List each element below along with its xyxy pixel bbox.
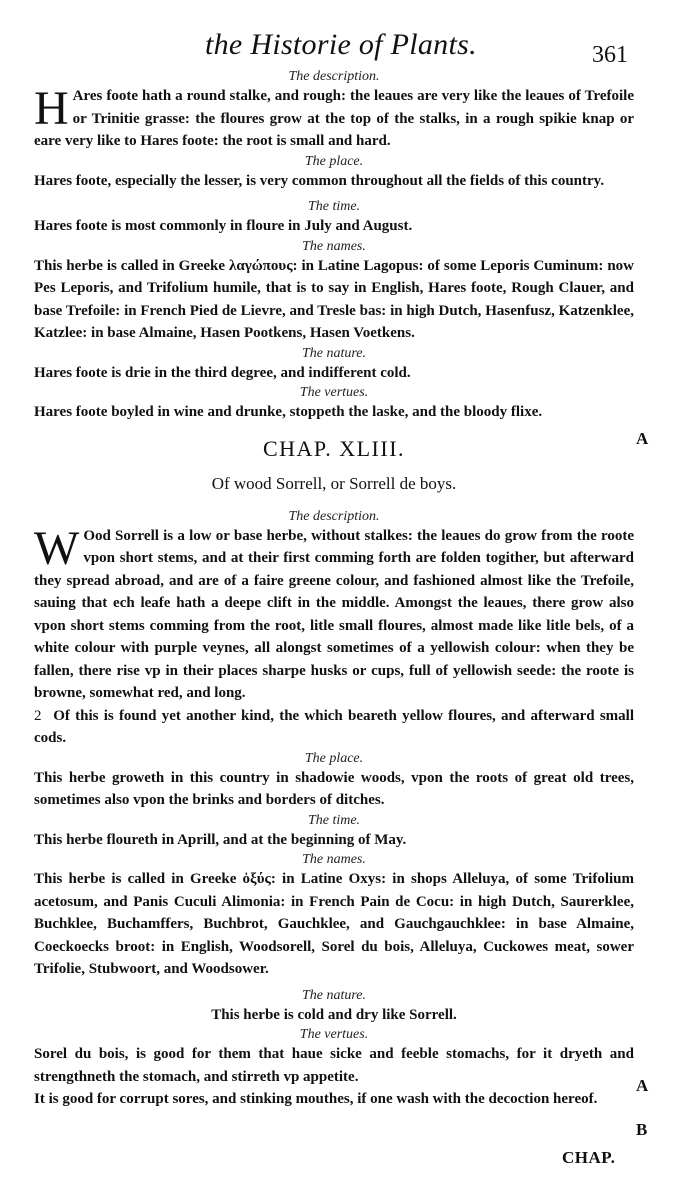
section-heading-vertues: The vertues. <box>299 385 369 400</box>
description-text: Ares foote hath a round stalke, and rough: the leaues are very like the leaues of Trefoile or Trinitie grasse: the floures grow at the top of the stalks, in a rough spikie knap or eare very like to Hares foote: the root is small and hard. <box>34 88 634 149</box>
description-text: Ood Sorrell is a low or base herbe, without stalkes: the leaues do grow from the roote vpon short stems, and at their first comming forth are folden togither, but afterward they spread abroad, and are of a faire greene colour, and fashioned almost like the Trefoile, sauing that ech leafe hath a deepe clift in the middle. Amongst the leaues, there grow also vpon short stems comming from the root, litle small floures, almost made like litle bels, of a white colour with purple veynes, all alongst sometimes of a yellowish colour: when they be fallen, there rise vp in their places sharpe husks or cups, full of yellowish seede: the roote is browne, somewhat red, and long. <box>34 527 634 701</box>
margin-letter-a: A <box>636 1076 649 1095</box>
chapter-title: CHAP. XLIII. <box>262 435 406 461</box>
section-heading-time: The time. <box>307 812 361 828</box>
nature-text: This herbe is cold and dry like Sorrell. <box>211 1006 457 1023</box>
drop-cap: W <box>34 521 80 575</box>
catchword: CHAP. <box>562 1148 616 1167</box>
names-text: This herbe is called in Greeke λαγώπους: in Latine Lagopus: of some Leporis Cuminum: now Pes Leporis, and Trifolium humile, that is to say in English, Hares foote, Rough Clauer, and base Trefoile: in French Pied de Lievre, and Tresle bas: in high Dutch, Hasenfusz, Katzenklee, Katzlee: in base Almaine, Hasen Pootkens, Hasen Voetkens. <box>34 257 634 341</box>
page-number: 361 <box>592 42 628 68</box>
section-heading-place: The place. <box>304 153 364 169</box>
vertues-text: Sorel du bois, is good for them that haue sicke and feeble stomachs, for it dryeth and strengthneth the stomach, and stirreth vp appetite. <box>34 1046 634 1085</box>
section-heading-description: The description. <box>288 69 380 84</box>
section-heading-vertues: The vertues. <box>299 1027 369 1042</box>
description-paragraph <box>34 82 634 153</box>
running-title: the Historie of Plants. <box>205 28 477 61</box>
description-item <box>34 705 634 750</box>
section-heading-names: The names. <box>302 852 366 867</box>
place-text: Hares foote, especially the lesser, is very common throughout all the fields of this country. <box>34 172 605 189</box>
time-text: Hares foote is most commonly in floure in July and August. <box>34 218 413 234</box>
section-heading-nature: The nature. <box>301 987 367 1003</box>
vertues-text-2: It is good for corrupt sores, and stinking mouthes, if one wash with the decoction hereof. <box>34 1091 598 1107</box>
body-text <box>34 68 634 1111</box>
section-heading-nature: The nature. <box>301 345 367 361</box>
section-heading-time: The time. <box>307 199 361 214</box>
place-text: This herbe groweth in this country in shadowie woods, vpon the roots of great old trees, sometimes also vpon the brinks and borders of ditches. <box>34 769 634 808</box>
margin-letter-a: A <box>636 429 649 448</box>
vertues-text: Hares foote boyled in wine and drunke, stoppeth the laske, and the bloody flixe. <box>34 404 543 420</box>
item-text: Of this is found yet another kind, the which beareth yellow floures, and afterward small cods. <box>34 707 634 746</box>
time-text: This herbe floureth in Aprill, and at the beginning of May. <box>34 831 407 848</box>
margin-letter-b: B <box>636 1120 648 1139</box>
drop-cap: H <box>34 82 69 135</box>
description-paragraph <box>34 521 634 705</box>
names-text: This herbe is called in Greeke ὀξύς: in Latine Oxys: in shops Alleluya, of some Trifolium acetosum, and Panis Cuculi Alimonia: in French Pain de Cocu: in high Dutch, Saurerklee, Buchklee, Buchamffers, Buchbrot, Gauchklee, and Gauchgauchklee: in base Almaine, Coeckoecks broot: in English, Woodsorell, Sorel du bois, Alleluya, Cuckowes meat, sower Trifolie, Stubwoort, and Woodsower. <box>34 871 634 977</box>
section-heading-place: The place. <box>304 750 364 766</box>
item-number: 2 <box>34 707 42 724</box>
running-head <box>0 28 688 68</box>
nature-text: Hares foote is drie in the third degree, and indifferent cold. <box>34 364 411 381</box>
section-heading-names: The names. <box>302 238 366 254</box>
chapter-subtitle: Of wood Sorrell, or Sorrell de boys. <box>211 473 457 493</box>
section-heading-description: The description. <box>288 508 380 524</box>
